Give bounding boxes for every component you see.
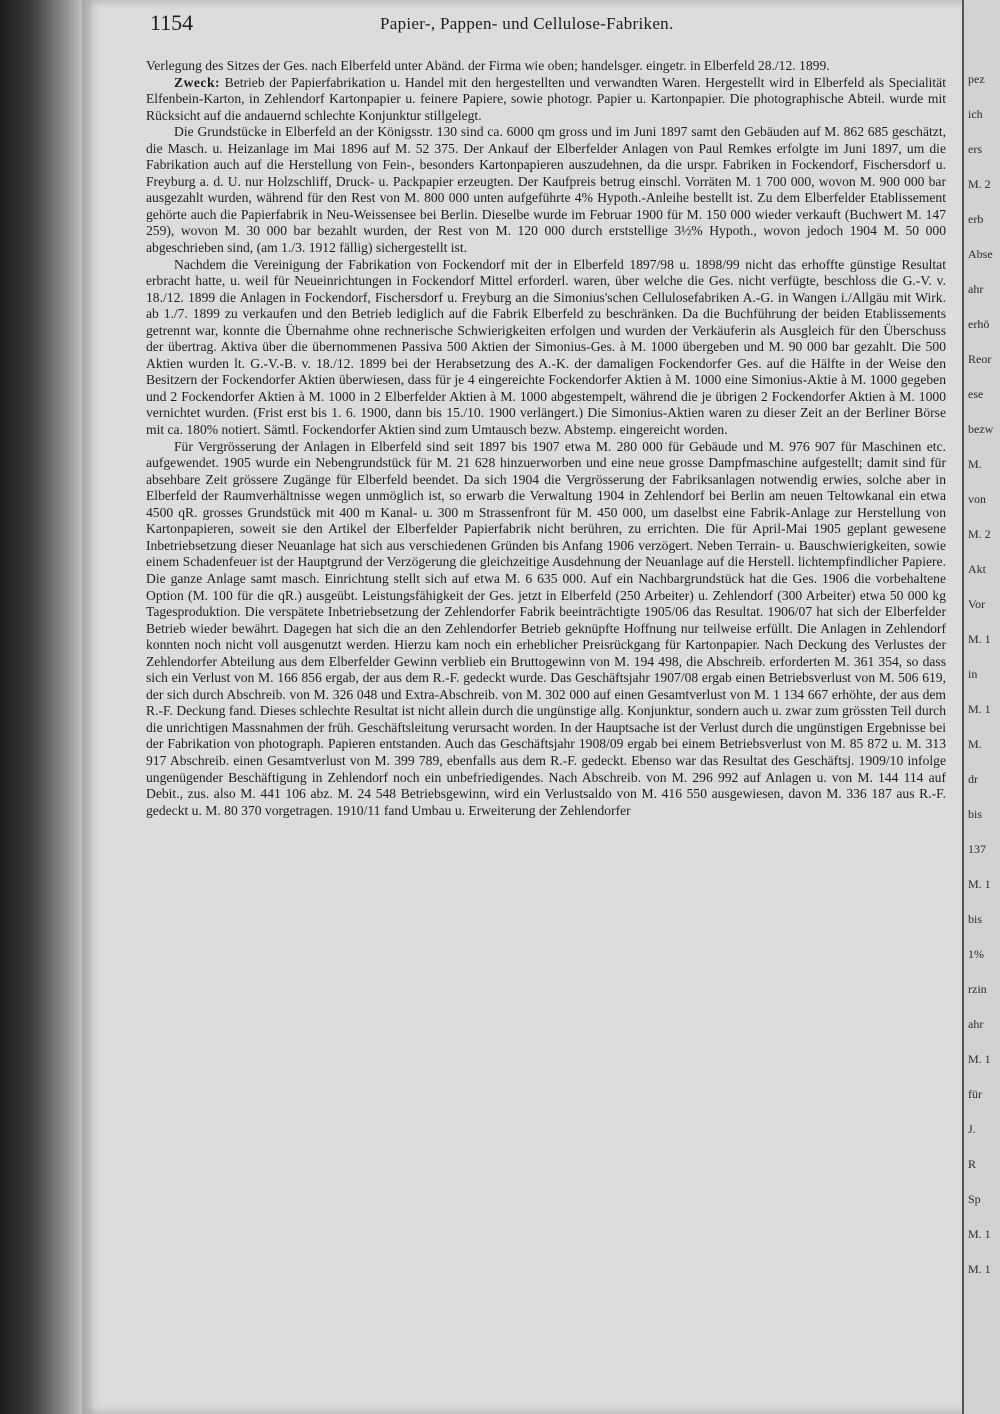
page-number: 1154 xyxy=(150,10,194,35)
adjacent-page-fragment: M. 2 xyxy=(968,177,991,191)
adjacent-page-fragment: M. 1 xyxy=(968,702,991,716)
adjacent-page-fragment: M. 1 xyxy=(968,1052,991,1066)
adjacent-page-fragment: Akt xyxy=(968,562,986,576)
book-gutter-shadow xyxy=(0,0,90,1414)
adjacent-page-fragment: J. xyxy=(968,1122,976,1136)
adjacent-page-fragment: pez xyxy=(968,72,985,86)
adjacent-page-fragment: Reor xyxy=(968,352,992,366)
running-title: Papier-, Pappen- und Cellulose-Fabriken. xyxy=(380,14,674,33)
paragraph-expansion: Für Vergrösserung der Anlagen in Elberfeld sind seit 1897 bis 1907 etwa M. 280 000 für Gebäude und M. 976 907 für Maschinen etc. aufgewendet. 1905 wurde ein Nebengrundstück für M. 21 628 hinzuerworben und eine neue grosse Dampfmaschine aufgestellt; damit sind für absehbare Zeit grössere Zugänge für Elberfeld beendet. Da sich 1904 die Vergrösserung der Fabriksanlagen notwendig erwies, solche aber in Elberfeld der Raumverhältnisse wegen unmöglich ist, so erwarb die Verwaltung 1904 in Zehlendorf bei Berlin am neuen Teltowkanal ein etwa 4500 qR. grosses Grundstück mit 400 m Kanal- u. 300 m Strassenfront für M. 450 000, um daselbst eine Fabrik-Anlage zur Herstellung von Kartonpapieren, soweit sie den Artikel der Elberfelder Papierfabrik nicht berühren, zu errichten. Die für April-Mai 1905 geplant gewesene Inbetriebsetzung dieser Neuanlage hat sich aus verschiedenen Gründen bis Anfang 1906 verzögert. Neben Terrain- u. Bauschwierigkeiten, sowie einem Schadenfeuer ist der Hauptgrund der Verzögerung die gleichzeitige Ausdehnung der Neuanlage auf die Herstell. lichtempfindlicher Papiere. Die ganze Anlage samt masch. Einrichtung stellt sich auf etwa M. 6 635 000. Auf ein Nachbargrundstück hat die Ges. 1906 die vorbehaltene Option (M. 100 für die qR.) ausgeübt. Leistungsfähigkeit der Ges. jetzt in Elberfeld (250 Arbeiter) u. Zehlendorf (300 Arbeiter) etwa 50 000 kg Tagesproduktion. Die verspätete Inbetriebsetzung der Zehlendorfer Fabrik beeinträchtigte 1905/06 das Resultat. 1906/07 hat sich der Elberfelder Betrieb wieder bewährt. Dagegen hat sich die an den Zehlendorfer Betrieb geknüpfte Hoffnung nur teilweise erfüllt. Die Anlagen in Zehlendorf konnten noch nicht voll ausgenutzt werden. Hierzu kam noch ein erheblicher Preisrückgang für Kartonpapier. Nach Deckung des Verlustes der Zehlendorfer Abteilung aus dem Elberfelder Gewinn verblieb ein Bruttogewinn von M. 194 498, die Abschreib. erforderten M. 361 354, so dass sich ein Verlust von M. 166 856 ergab, der aus dem R.-F. gedeckt wurde. Das Geschäftsjahr 1907/08 ergab einen Betriebsverlust von M. 506 619, der sich durch Abschreib. von M. 326 048 und Extra-Abschreib. von M. 302 000 auf einen Gesamtverlust von M. 1 134 667 erhöhte, der aus dem R.-F. Deckung fand. Dieses schlechte Resultat ist nicht allein durch die ungünstige allg. Konjunktur, sondern auch u. zwar zum grössten Teil durch die unrichtigen Massnahmen der früh. Geschäftsleitung verursacht worden. In der Hauptsache ist der Verlust durch die ungünstigen Ergebnisse bei der Fabrikation von photograph. Papieren entstanden. Auch das Geschäftsjahr 1908/09 ergab bei einem Betriebsverlust von M. 85 872 u. M. 313 917 Abschreib. einen Gesamtverlust von M. 399 789, ebenfalls aus dem R.-F. gedeckt. Ebenso war das Resultat des Geschäftsj. 1909/10 infolge ungenügender Beschäftigung in Zehlendorf noch ein unbefriedigendes. Nach Abschreib. von M. 296 992 auf Anlagen u. von M. 144 114 auf Debit., zus. also M. 441 106 abz. M. 24 548 Betriebsgewinn, wird ein Verlustsaldo von M. 416 550 ausgewiesen, davon M. 336 187 aus R.-F. gedeckt u. M. 80 370 vorgetragen. 1910/11 fand Umbau u. Erweiterung der Zehlendorfer xyxy=(146,438,946,818)
paragraph-property: Die Grundstücke in Elberfeld an der Königsstr. 130 sind ca. 6000 qm gross und im Juni 1897 samt den Gebäuden auf M. 862 685 geschätzt, die Masch. u. Heizanlage im Mai 1896 auf M. 52 375. Der Ankauf der Elberfelder Anlagen von Paul Remkes erfolgte im Juni 1897, um die Fabrikation auch auf die Herstellung von Fein-, besonders Kartonpapieren auszudehnen, da die urspr. Fabriken in Fockendorf, Fischersdorf u. Freyburg a. d. U. nur Holzschliff, Druck- u. Packpapier erzeugten. Der Kaufpreis betrug einschl. Vorräten M. 1 700 000, wovon M. 900 000 bar ausgezahlt wurden, während für den Rest von M. 800 000 unten aufgeführte 4% Hypoth.-Anleihe bestellt ist. Zu dem Elberfelder Etablissement gehörte auch die Papierfabrik in Neu-Weissensee bei Berlin. Dieselbe wurde im Februar 1900 für M. 150 000 wieder verkauft (Buchwert M. 147 259), wovon M. 30 000 bar bezahlt wurden, der Rest von M. 120 000 durch erststellige 3½% Hypoth., wovon jedoch 1904 M. 50 000 abgeschrieben sind, (am 1./3. 1912 fällig) sichergestellt ist. xyxy=(146,124,946,256)
adjacent-page-fragment: M. xyxy=(968,457,982,471)
adjacent-page-fragment: in xyxy=(968,667,978,681)
adjacent-page-fragment: ich xyxy=(968,107,983,121)
paragraph-purpose xyxy=(146,75,946,125)
adjacent-page-fragment: erhö xyxy=(968,317,990,331)
adjacent-page-fragment: M. 1 xyxy=(968,877,991,891)
body-text xyxy=(146,58,946,1403)
adjacent-page-fragment: ers xyxy=(968,142,982,156)
adjacent-page-fragment: rzin xyxy=(968,982,987,996)
adjacent-page-fragment: R xyxy=(968,1157,977,1171)
purpose-label: Zweck: xyxy=(174,74,221,90)
adjacent-page-fragment: M. 1 xyxy=(968,632,991,646)
adjacent-page-fragment: Abse xyxy=(968,247,993,261)
adjacent-page-fragment: Vor xyxy=(968,597,986,611)
adjacent-page-fragment: ahr xyxy=(968,282,984,296)
adjacent-page-fragment: erb xyxy=(968,212,984,226)
adjacent-page-edge xyxy=(962,0,1000,1414)
adjacent-page-fragment: bezw xyxy=(968,422,994,436)
adjacent-page-fragment: bis xyxy=(968,912,983,926)
adjacent-page-fragment: 137 xyxy=(968,842,986,856)
adjacent-page-fragment: M. xyxy=(968,737,982,751)
paragraph-fockendorf-sale: Nachdem die Vereinigung der Fabrikation von Fockendorf mit der in Elberfeld 1897/98 u. 1898/99 nicht das erhoffte günstige Resultat erbracht hatte, u. weil für Neueinrichtungen in Fockendorf Mittel erforderl. waren, über welche die Ges. nicht verfügte, beschloss die G.-V. v. 18./12. 1899 die Anlagen in Fockendorf, Fischersdorf u. Freyburg an die Simonius'schen Cellulosefabriken A.-G. in Wangen i./Allgäu mit Wirk. ab 1./7. 1899 zu verkaufen und den Betrieb lediglich auf die Fabrik Elberfeld zu beschränken. Da die Buchführung der beiden Etablissements getrennt war, konnte die Übernahme ohne rechnerische Schwierigkeiten erfolgen und wurden der Verkäuferin als Ausgleich für den Überschuss der übertrag. Aktiva über die übernommenen Passiva 500 Aktien der Simonius-Ges. à M. 1000 übergeben und M. 90 000 bar gezahlt. Die 500 Aktien wurden lt. G.-V.-B. v. 18./12. 1899 bei der Herabsetzung des A.-K. der damaligen Fockendorfer Ges. auf die Hälfte in der Weise den Besitzern der Fockendorfer Aktien überwiesen, dass für je 4 eingereichte Fockendorfer Aktien à M. 1000 eine Simonius-Aktie à M. 1000 gegeben und 2 Fockendorfer Aktien à M. 1000 in 2 Elberfelder Aktien à M. 1000 abgestempelt, während die je übrigen 2 Fockendorfer Aktien à M. 1000 vernichtet wurden. (Frist erst bis 1. 6. 1900, dann bis 15./10. 1900 verlängert.) Die Simonius-Aktien waren zu dieser Zeit an der Berliner Börse mit ca. 180% notiert. Sämtl. Fockendorfer Aktien sind zum Umtausch bezw. Abstemp. eingereicht worden. xyxy=(146,256,946,438)
adjacent-page-fragment: ahr xyxy=(968,1017,984,1031)
paragraph-seat-transfer: Verlegung des Sitzes der Ges. nach Elberfeld unter Abänd. der Firma wie oben; handelsger. eingetr. in Elberfeld 28./12. 1899. xyxy=(146,58,830,73)
adjacent-page-fragment: 1% xyxy=(968,947,984,961)
adjacent-page-fragment: für xyxy=(968,1087,982,1101)
purpose-text: Betrieb der Papierfabrikation u. Handel mit den hergestellten und verwandten Waren. Hergestellt wird in Elberfeld als Specialität Elfenbein-Karton, in Zehlendorf Kartonpapier u. feinere Papiere, sowie photogr. Papier u. Kartonpapier. Die photographische Abteil. wurde mit Rücksicht auf die andauernd schlechte Konjunktur stillgelegt. xyxy=(146,74,946,123)
page-header xyxy=(150,10,940,38)
adjacent-page-fragment: dr xyxy=(968,772,978,786)
adjacent-page-fragment: ese xyxy=(968,387,984,401)
adjacent-page-fragment: M. 1 xyxy=(968,1227,991,1241)
adjacent-page-fragment: von xyxy=(968,492,986,506)
adjacent-page-fragment: M. 1 xyxy=(968,1262,991,1276)
adjacent-page-fragment: Sp xyxy=(968,1192,981,1206)
adjacent-page-fragment: bis xyxy=(968,807,983,821)
adjacent-page-fragment: M. 2 xyxy=(968,527,991,541)
